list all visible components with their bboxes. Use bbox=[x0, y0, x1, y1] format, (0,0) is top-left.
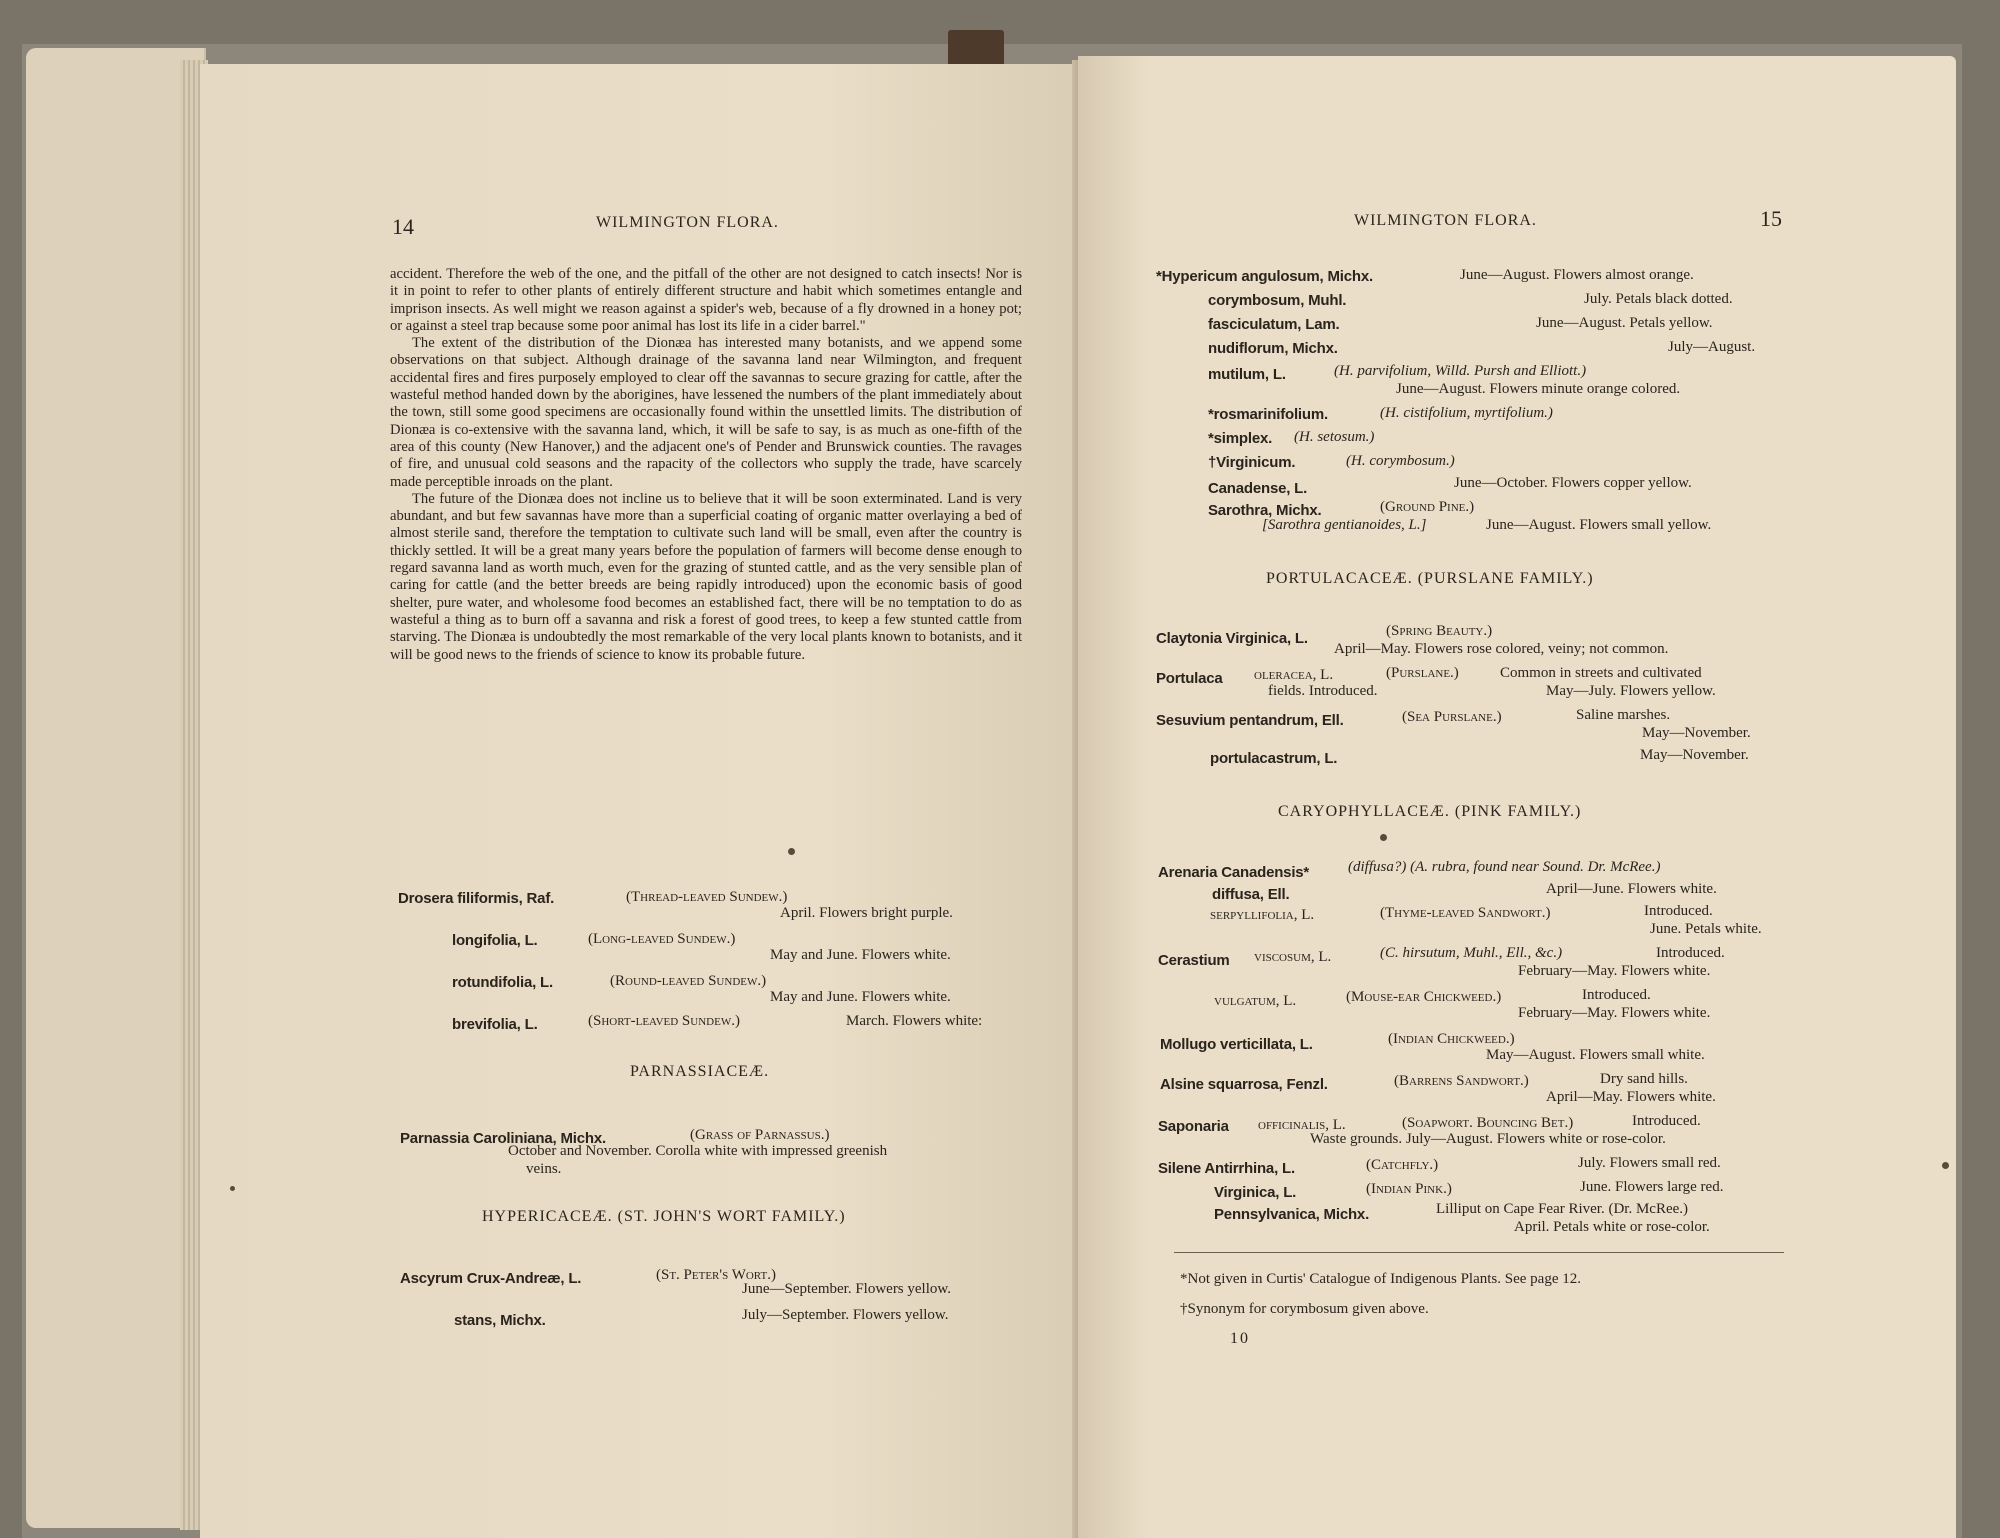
species-name: †Virginicum. bbox=[1208, 454, 1296, 471]
family-heading: CARYOPHYLLACEÆ. (PINK FAMILY.) bbox=[1278, 803, 1582, 820]
family-heading: PORTULACACEÆ. (PURSLANE FAMILY.) bbox=[1266, 570, 1594, 587]
species-detail: Introduced. bbox=[1632, 1113, 1701, 1129]
species-detail: May—November. bbox=[1642, 725, 1751, 741]
species-detail: veins. bbox=[526, 1161, 562, 1177]
species-detail: June—August. Petals yellow. bbox=[1536, 315, 1713, 331]
species-detail: June—October. Flowers copper yellow. bbox=[1454, 475, 1692, 491]
species-detail: June—August. Flowers almost orange. bbox=[1460, 267, 1694, 283]
species-epithet: officinalis, L. bbox=[1258, 1117, 1346, 1133]
species-name: stans, Michx. bbox=[454, 1312, 546, 1329]
species-name: *rosmarinifolium. bbox=[1208, 406, 1328, 423]
common-name: (Spring Beauty.) bbox=[1386, 623, 1493, 639]
species-detail: Waste grounds. July—August. Flowers white or rose-color. bbox=[1310, 1131, 1666, 1147]
common-name: (Long-leaved Sundew.) bbox=[588, 931, 736, 947]
species-epithet: oleracea, L. bbox=[1254, 667, 1334, 683]
species-name: longifolia, L. bbox=[452, 932, 538, 949]
signature-mark: 10 bbox=[1230, 1330, 1250, 1347]
common-name: (Indian Pink.) bbox=[1366, 1181, 1452, 1197]
species-detail: May—July. Flowers yellow. bbox=[1546, 683, 1716, 699]
synonym: (H. cistifolium, myrtifolium.) bbox=[1380, 405, 1553, 421]
paragraph: The extent of the distribution of the Dionæa has interested many botanists, and we append some observations on that subject. Although drainage of the savanna land near Wilmington, and frequent accidental fires and fires purposely employed to clear off the savannas to secure grazing for cattle, after the wasteful method handed down by the aborigines, have lessened the numbers of the plant immediately about the town, still some good specimens are occasionally found within the unsettled limits. The distribution of Dionæa is co-extensive with the savanna land, which, it will be safe to say, is as much as one-fifth of the area of this county (New Hanover,) and the adjacent one's of Pender and Brunswick counties. The ravages of fire, and unusual cold seasons and the rapacity of the collectors who supply the trade, have scarcely made perceptible inroads on the plant. bbox=[390, 335, 1022, 490]
common-name: (Short-leaved Sundew.) bbox=[588, 1013, 740, 1029]
common-name: (Thyme-leaved Sandwort.) bbox=[1380, 905, 1551, 921]
species-detail: Lilliput on Cape Fear River. (Dr. McRee.) bbox=[1436, 1201, 1689, 1217]
species-detail: June. Petals white. bbox=[1650, 921, 1762, 937]
common-name: (Round-leaved Sundew.) bbox=[610, 973, 767, 989]
species-name: Cerastium bbox=[1158, 952, 1230, 969]
species-name: fasciculatum, Lam. bbox=[1208, 316, 1340, 333]
species-detail: July. Petals black dotted. bbox=[1584, 291, 1733, 307]
species-name: Claytonia Virginica, L. bbox=[1156, 630, 1308, 647]
species-detail: May—August. Flowers small white. bbox=[1486, 1047, 1705, 1063]
common-name: (Ground Pine.) bbox=[1380, 499, 1475, 515]
species-name: *simplex. bbox=[1208, 430, 1273, 447]
left-running-head: WILMINGTON FLORA. bbox=[596, 214, 779, 231]
species-detail: February—May. Flowers white. bbox=[1518, 1005, 1711, 1021]
synonym: (H. parvifolium, Willd. Pursh and Elliott.) bbox=[1334, 363, 1587, 379]
species-detail: Introduced. bbox=[1582, 987, 1651, 1003]
species-name: Sarothra, Michx. bbox=[1208, 502, 1322, 519]
species-detail: Introduced. bbox=[1656, 945, 1725, 961]
ornament-dot bbox=[1380, 834, 1387, 841]
species-name: Canadense, L. bbox=[1208, 480, 1308, 497]
species-detail: May and June. Flowers white. bbox=[770, 947, 951, 963]
common-name: (Mouse-ear Chickweed.) bbox=[1346, 989, 1502, 1005]
common-name: (Sea Purslane.) bbox=[1402, 709, 1502, 725]
species-detail: May—November. bbox=[1640, 747, 1749, 763]
paragraph: The future of the Dionæa does not incline us to believe that it will be soon exterminated. Land is very abundant, and but few savannas have more than a superficial coating of organic matter overlaying a bed of almost sterile sand, therefore the temptation to cultivate such land will be small, even after the country is thickly settled. It will be a great many years before the population of farmers will become dense enough to regard savanna land as worth much, even for the grazing of stunted cattle, and as the very sensible plan of caring for cattle (and the better breeds are being rapidly introduced) upon the economic basis of good shelter, pure water, and wholesome food becomes an established fact, there will be no temptation to do as wasteful a thing as to burn off a savanna and risk a forest of good trees, to keep a few stunted cattle from starving. The Dionæa is undoubtedly the most remarkable of the very local plants known to botanists, and it will be good news to the friends of science to know its probable future. bbox=[390, 490, 1022, 663]
species-epithet: viscosum, L. bbox=[1254, 949, 1332, 965]
family-heading: HYPERICACEÆ. (ST. JOHN'S WORT FAMILY.) bbox=[482, 1208, 846, 1225]
synonym: (diffusa?) (A. rubra, found near Sound. Dr. McRee.) bbox=[1348, 859, 1661, 875]
species-name: brevifolia, L. bbox=[452, 1016, 538, 1033]
synonym: [Sarothra gentianoides, L.] bbox=[1262, 517, 1427, 533]
footnote: †Synonym for corymbosum given above. bbox=[1180, 1301, 1429, 1317]
species-name: mutilum, L. bbox=[1208, 366, 1286, 383]
species-detail: April—May. Flowers white. bbox=[1546, 1089, 1716, 1105]
common-name: (St. Peter's Wort.) bbox=[656, 1267, 776, 1283]
species-name: rotundifolia, L. bbox=[452, 974, 553, 991]
left-body-text bbox=[390, 266, 1022, 664]
common-name: (Soapwort. Bouncing Bet.) bbox=[1402, 1115, 1574, 1131]
species-epithet: vulgatum, L. bbox=[1214, 993, 1297, 1009]
species-name: Alsine squarrosa, Fenzl. bbox=[1160, 1076, 1328, 1093]
common-name: (Grass of Parnassus.) bbox=[690, 1127, 830, 1143]
species-detail: February—May. Flowers white. bbox=[1518, 963, 1711, 979]
species-name: Pennsylvanica, Michx. bbox=[1214, 1206, 1370, 1223]
species-detail: June—August. Flowers minute orange colored. bbox=[1396, 381, 1681, 397]
footnote: *Not given in Curtis' Catalogue of Indigenous Plants. See page 12. bbox=[1180, 1271, 1581, 1287]
species-detail: June—August. Flowers small yellow. bbox=[1486, 517, 1712, 533]
species-detail: October and November. Corolla white with impressed greenish bbox=[508, 1143, 888, 1159]
right-page-number: 15 bbox=[1760, 206, 1782, 231]
species-name: Saponaria bbox=[1158, 1118, 1229, 1135]
speck bbox=[230, 1186, 235, 1191]
species-epithet: serpyllifolia, L. bbox=[1210, 907, 1315, 923]
species-name: *Hypericum angulosum, Michx. bbox=[1156, 268, 1373, 285]
species-name: diffusa, Ell. bbox=[1212, 886, 1290, 903]
species-detail: April—June. Flowers white. bbox=[1546, 881, 1717, 897]
species-detail: April—May. Flowers rose colored, veiny; not common. bbox=[1334, 641, 1669, 657]
synonym: (H. setosum.) bbox=[1294, 429, 1375, 445]
page-stack-edge bbox=[26, 48, 206, 1528]
species-detail: Dry sand hills. bbox=[1600, 1071, 1688, 1087]
synonym: (H. corymbosum.) bbox=[1346, 453, 1455, 469]
species-detail: July—August. bbox=[1668, 339, 1756, 355]
paragraph: accident. Therefore the web of the one, and the pitfall of the other are not designed to catch insects! Nor is it in point to refer to other plants of entirely different structure and habit which sometimes entangle and imprison insects. As well might we reason against a spider's web, because of a fly drowned in a honey pot; or against a steel trap because some poor animal has lost its life in a cider barrel." bbox=[390, 266, 1022, 334]
species-name: portulacastrum, L. bbox=[1210, 750, 1338, 767]
species-name: nudiflorum, Michx. bbox=[1208, 340, 1338, 357]
species-detail: June—September. Flowers yellow. bbox=[742, 1281, 951, 1297]
species-detail: May and June. Flowers white. bbox=[770, 989, 951, 1005]
species-detail: Saline marshes. bbox=[1576, 707, 1671, 723]
species-name: Virginica, L. bbox=[1214, 1184, 1297, 1201]
species-detail: fields. Introduced. bbox=[1268, 683, 1378, 699]
common-name: (Indian Chickweed.) bbox=[1388, 1031, 1515, 1047]
species-name: Parnassia Caroliniana, Michx. bbox=[400, 1130, 606, 1147]
species-detail: June. Flowers large red. bbox=[1580, 1179, 1724, 1195]
species-detail: Common in streets and cultivated bbox=[1500, 665, 1702, 681]
species-name: Silene Antirrhina, L. bbox=[1158, 1160, 1295, 1177]
species-detail: April. Petals white or rose-color. bbox=[1514, 1219, 1710, 1235]
species-detail: April. Flowers bright purple. bbox=[780, 905, 953, 921]
ornament-dot bbox=[788, 848, 795, 855]
species-detail: March. Flowers white: bbox=[846, 1013, 983, 1029]
species-name: Sesuvium pentandrum, Ell. bbox=[1156, 712, 1344, 729]
left-page-number: 14 bbox=[392, 214, 414, 239]
species-name: Ascyrum Crux-Andreæ, L. bbox=[400, 1270, 582, 1287]
common-name: (Purslane.) bbox=[1386, 665, 1459, 681]
species-detail: July. Flowers small red. bbox=[1578, 1155, 1721, 1171]
synonym: (C. hirsutum, Muhl., Ell., &c.) bbox=[1380, 945, 1563, 961]
family-heading: PARNASSIACEÆ. bbox=[630, 1063, 770, 1080]
right-running-head: WILMINGTON FLORA. bbox=[1354, 212, 1537, 229]
common-name: (Catchfly.) bbox=[1366, 1157, 1439, 1173]
common-name: (Barrens Sandwort.) bbox=[1394, 1073, 1529, 1089]
footnote-rule bbox=[1174, 1252, 1784, 1253]
species-name: Arenaria Canadensis* bbox=[1158, 864, 1310, 881]
species-detail: Introduced. bbox=[1644, 903, 1713, 919]
species-name: corymbosum, Muhl. bbox=[1208, 292, 1347, 309]
common-name: (Thread-leaved Sundew.) bbox=[626, 889, 788, 905]
speck bbox=[1942, 1162, 1949, 1169]
species-name: Mollugo verticillata, L. bbox=[1160, 1036, 1313, 1053]
species-detail: July—September. Flowers yellow. bbox=[742, 1307, 949, 1323]
species-name: Drosera filiformis, Raf. bbox=[398, 890, 555, 907]
species-name: Portulaca bbox=[1156, 670, 1223, 687]
